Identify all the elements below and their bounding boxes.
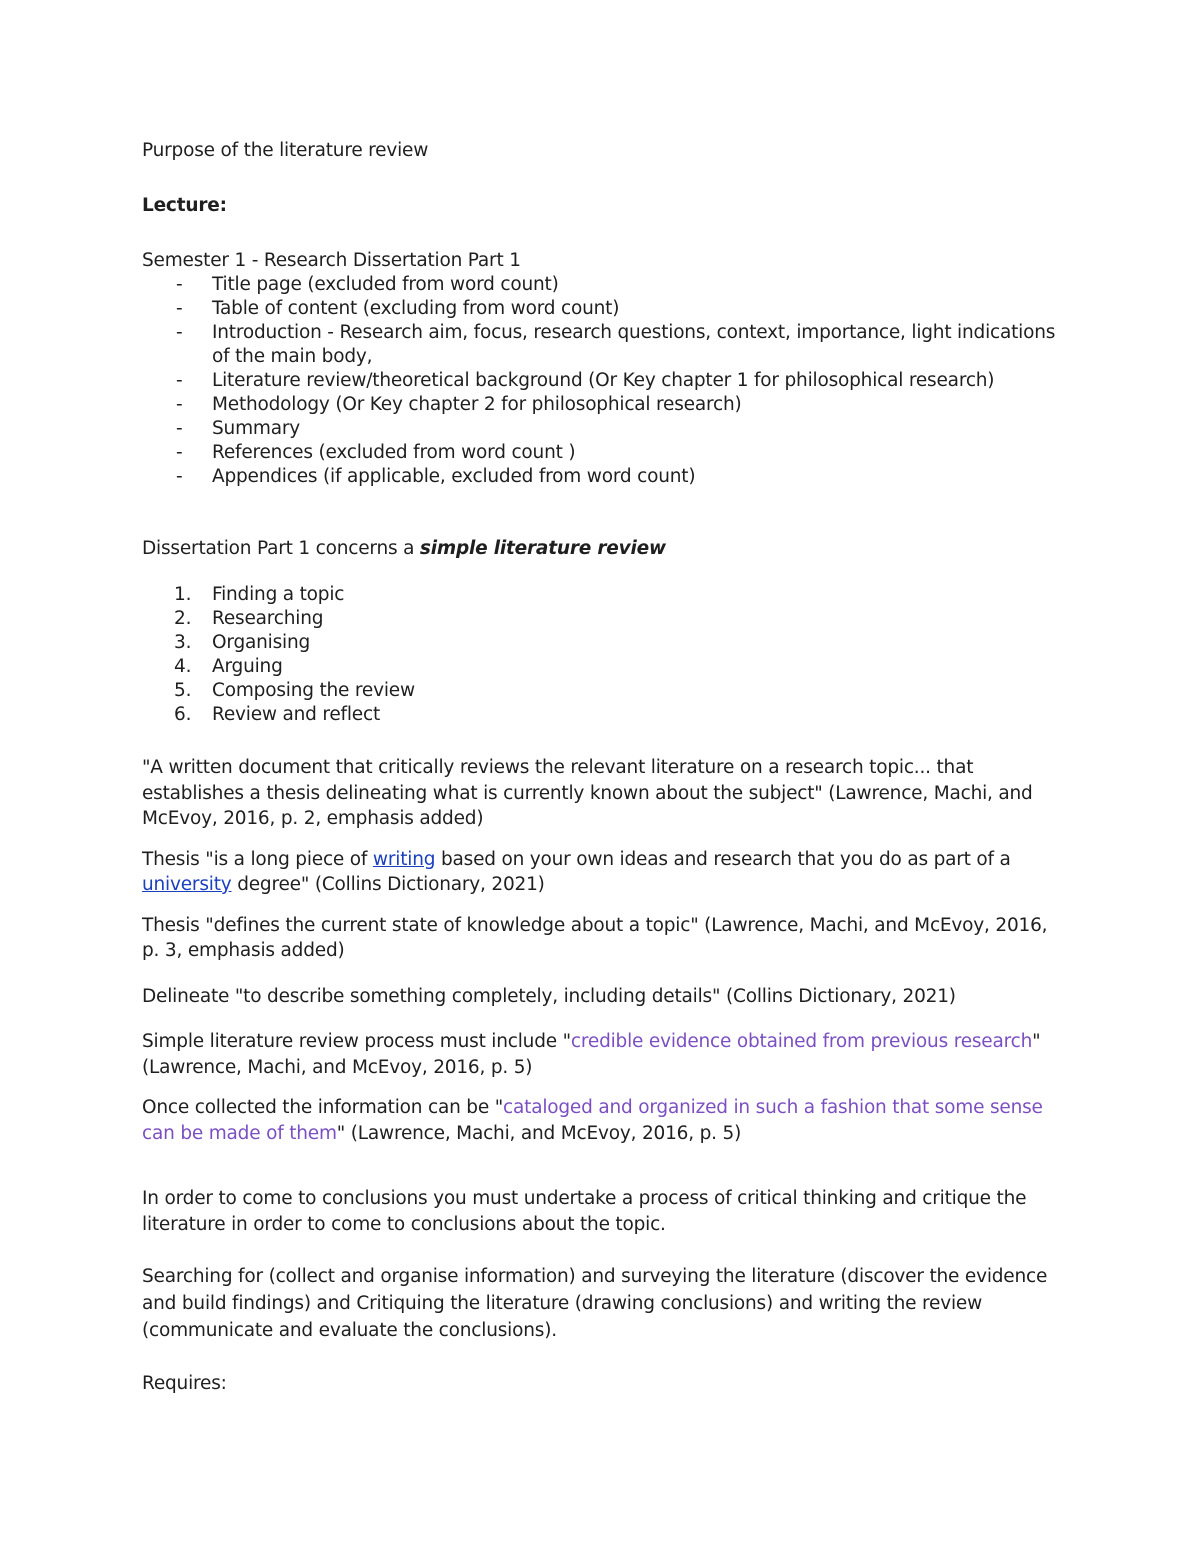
step-number: 4. (174, 656, 192, 677)
simple-review-note (142, 1029, 1062, 1080)
step-number: 5. (174, 680, 192, 701)
lecture-label: Lecture: (142, 195, 227, 216)
once-collected-text: " (Lawrence, Machi, and McEvoy, 2016, p. 5) (336, 1122, 742, 1144)
once-collected-text: Once collected the information can be " (142, 1097, 504, 1118)
dash-marker: - (176, 466, 183, 487)
step-label: Arguing (212, 656, 283, 677)
step-label: Composing the review (212, 680, 415, 701)
step-label: Finding a topic (212, 584, 345, 605)
thesis-definition-1 (142, 847, 1062, 898)
list-item-text: Table of content (excluding from word count) (212, 298, 620, 319)
dash-marker: - (176, 394, 183, 415)
step-number: 3. (174, 632, 192, 653)
step-number: 6. (174, 704, 192, 725)
list-item-text: References (excluded from word count ) (212, 442, 576, 463)
steps-list (142, 583, 1062, 727)
thesis1-text: Thesis "is a long piece of (142, 848, 373, 870)
dash-marker: - (176, 370, 183, 391)
list-item-text: Introduction - Research aim, focus, research questions, context, importance, light indications of the main body, (212, 322, 1056, 367)
step-number: 1. (174, 584, 192, 605)
part1-emphasis: simple literature review (419, 538, 666, 559)
list-item (142, 607, 1062, 631)
part1-intro-text: Dissertation Part 1 concerns a (142, 538, 420, 559)
list-item-text: Methodology (Or Key chapter 2 for philosophical research) (212, 394, 742, 415)
semester-heading: Semester 1 - Research Dissertation Part 1 (142, 250, 521, 271)
list-item (142, 273, 1062, 297)
delineate-definition: Delineate "to describe something completely, including details" (Collins Dictionary, 2021) (142, 985, 956, 1007)
list-item-text: Summary (212, 418, 301, 439)
simple-review-text: Simple literature review process must include " (142, 1031, 571, 1052)
list-item (142, 703, 1062, 727)
list-item (142, 583, 1062, 607)
list-item (142, 393, 1062, 417)
list-item (142, 465, 1062, 489)
step-label: Review and reflect (212, 704, 381, 725)
dash-marker: - (176, 322, 183, 343)
list-item (142, 679, 1062, 703)
thesis1-text: degree" (Collins Dictionary, 2021) (231, 874, 545, 895)
list-item (142, 631, 1062, 655)
dash-marker: - (176, 442, 183, 463)
list-item (142, 441, 1062, 465)
once-collected-note (142, 1095, 1062, 1146)
list-item-text: Literature review/theoretical background (Or Key chapter 1 for philosophical research) (212, 370, 995, 391)
once-collected-highlight: cataloged and organized in such a fashion that some sense can be made of them (142, 1097, 1043, 1144)
structure-list (142, 273, 1062, 489)
step-label: Organising (212, 632, 311, 653)
step-number: 2. (174, 608, 192, 629)
university-link[interactable]: university (142, 874, 232, 895)
list-item-text: Appendices (if applicable, excluded from word count) (212, 466, 696, 487)
searching-paragraph: Searching for (collect and organise information) and surveying the literature (discover the evidence and build findings) and Critiquing the literature (drawing conclusions) and writing the review (communicate and evaluate the conclusions). (142, 1266, 1048, 1341)
definition-quote: "A written document that critically reviews the relevant literature on a research topic... that establishes a thesis delineating what is currently known about the subject" (Lawrence, Machi, and McEvoy, 2016, p. 2, emphasis added) (142, 757, 1033, 829)
list-item (142, 655, 1062, 679)
list-item (142, 369, 1062, 393)
thesis1-text: based on your own ideas and research that you do as part of a (435, 848, 1011, 870)
conclusions-paragraph: In order to come to conclusions you must undertake a process of critical thinking and critique the literature in order to come to conclusions about the topic. (142, 1188, 1027, 1235)
list-item (142, 297, 1062, 321)
simple-review-text: " (Lawrence, Machi, and McEvoy, 2016, p. 5) (142, 1031, 1041, 1078)
thesis-definition-2: Thesis "defines the current state of knowledge about a topic" (Lawrence, Machi, and McEvoy, 2016, p. 3, emphasis added) (142, 914, 1048, 961)
requires-label: Requires: (142, 1373, 227, 1394)
list-item (142, 321, 1062, 369)
document-title: Purpose of the literature review (142, 140, 429, 161)
list-item-text: Title page (excluded from word count) (212, 274, 559, 295)
document-body (142, 139, 1062, 1396)
simple-review-highlight: credible evidence obtained from previous research (570, 1031, 1033, 1052)
dash-marker: - (176, 418, 183, 439)
dash-marker: - (176, 298, 183, 319)
part1-intro (142, 537, 1062, 561)
dash-marker: - (176, 274, 183, 295)
list-item (142, 417, 1062, 441)
step-label: Researching (212, 608, 324, 629)
writing-link[interactable]: writing (372, 848, 436, 870)
